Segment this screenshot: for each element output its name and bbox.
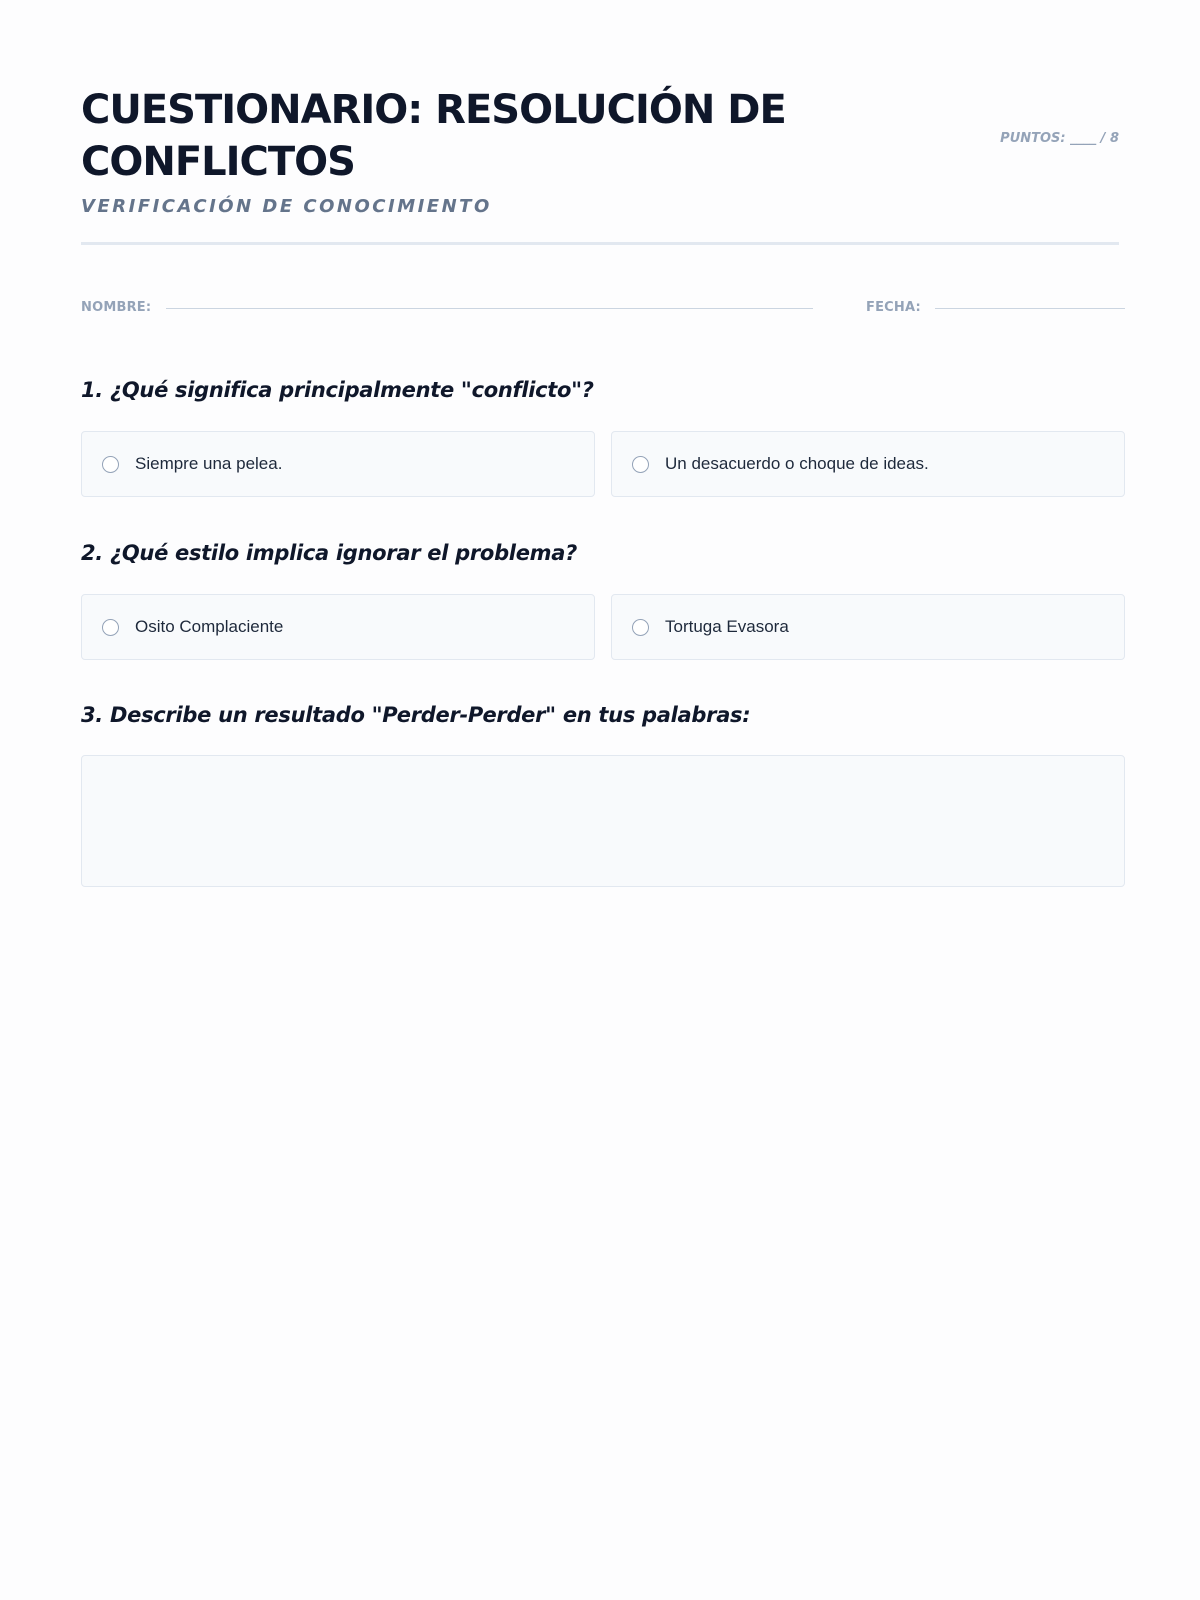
question-1: 1. ¿Qué significa principalmente "conflicto"?	[81, 378, 594, 402]
name-field-line[interactable]	[166, 308, 813, 309]
page-title: CUESTIONARIO: RESOLUCIÓN DE CONFLICTOS	[81, 87, 786, 185]
radio-icon[interactable]	[632, 456, 649, 473]
q3-answer-textarea[interactable]	[81, 755, 1125, 887]
q1-option-2-label: Un desacuerdo o choque de ideas.	[665, 454, 929, 473]
student-fields	[81, 300, 1119, 320]
q1-option-1[interactable]	[81, 431, 595, 497]
q2-option-1[interactable]	[81, 594, 595, 660]
q1-option-1-label: Siempre una pelea.	[135, 454, 283, 473]
date-field-line[interactable]	[935, 308, 1125, 309]
name-label: NOMBRE:	[81, 300, 152, 315]
q2-option-1-label: Osito Complaciente	[135, 617, 284, 636]
date-label: FECHA:	[866, 300, 921, 315]
page-subtitle: VERIFICACIÓN DE CONOCIMIENTO	[81, 196, 492, 217]
score-label: PUNTOS: ____ / 8	[1000, 131, 1119, 146]
quiz-header	[81, 0, 1119, 245]
question-2: 2. ¿Qué estilo implica ignorar el problema?	[81, 541, 577, 565]
q2-option-2-label: Tortuga Evasora	[665, 617, 789, 636]
radio-icon[interactable]	[102, 456, 119, 473]
q1-option-2[interactable]	[611, 431, 1125, 497]
question-3: 3. Describe un resultado "Perder-Perder" en tus palabras:	[81, 703, 751, 727]
radio-icon[interactable]	[102, 619, 119, 636]
radio-icon[interactable]	[632, 619, 649, 636]
q2-option-2[interactable]	[611, 594, 1125, 660]
